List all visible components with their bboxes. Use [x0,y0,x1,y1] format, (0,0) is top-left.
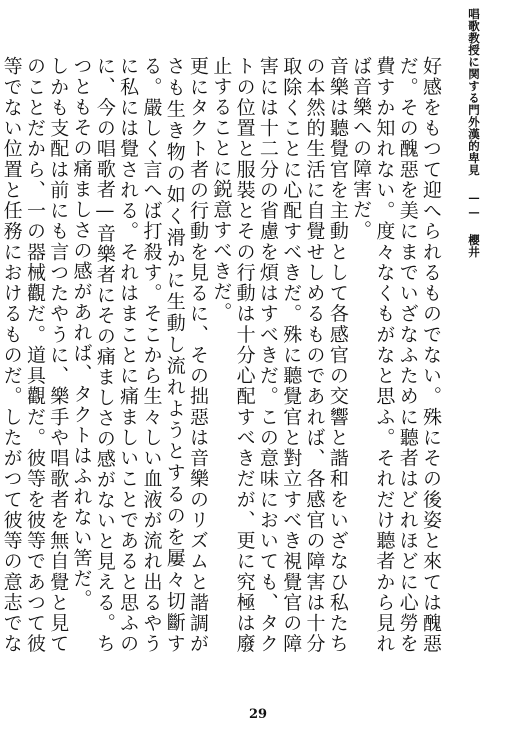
paragraph: 好感をもつて迎へられるものでない。殊にその後姿と來ては醜惡だ。その醜惡を美にまでいざなふために聽者はどれほどに心勞を費すか知れない。度々なくもがなと思ふ。それだけ聽者から見れば音樂への障害だ。 [350,56,442,654]
paragraph: しかも支配は前にも言つたやうに、樂手や唱歌者を無自覺と見てのことだから、一の器械觀だ。道具觀だ。彼等を彼等であつて彼等でない位置と任務におけるものだ。したがつて彼等の意志でな [0,56,70,654]
paragraph: 更にタクト者の行動を見るに、その拙惡は音樂のリズムと諧調がさも生き物の如く滑かに生動し流れようとするのを屢々切斷する。嚴しく言へば打殺す。そこから生々しい血液が流れ出るやうに私には覺される。それはまことに痛ましいことであると思ふのに、今の唱歌者—音樂者にその痛ましさの感がないと見える。ちつともその痛ましさの感があれば、タクトはふれない筈だ。 [70,56,210,654]
page-number: 29 [248,707,268,722]
body-text [0,56,442,654]
running-head: 唱歌教授に関する門外漢的卑見 —— 櫻井 [467,8,481,258]
paragraph: 音樂は聽覺官を主動として各感官の交響と諧和をいざなひ私たちの本然的生活に自覺せしめるものであれば、各感官の障害は十分取除くことに心配すべきだ。殊に聽覺官と對立すべき視覺官の障害には十二分の省慮を煩はすべきだ。この意味においても、タクトの位置と服裝とその行動は十分心配すべきだが、更に究極は廢止することに鋭意すべきだ。 [210,56,349,654]
